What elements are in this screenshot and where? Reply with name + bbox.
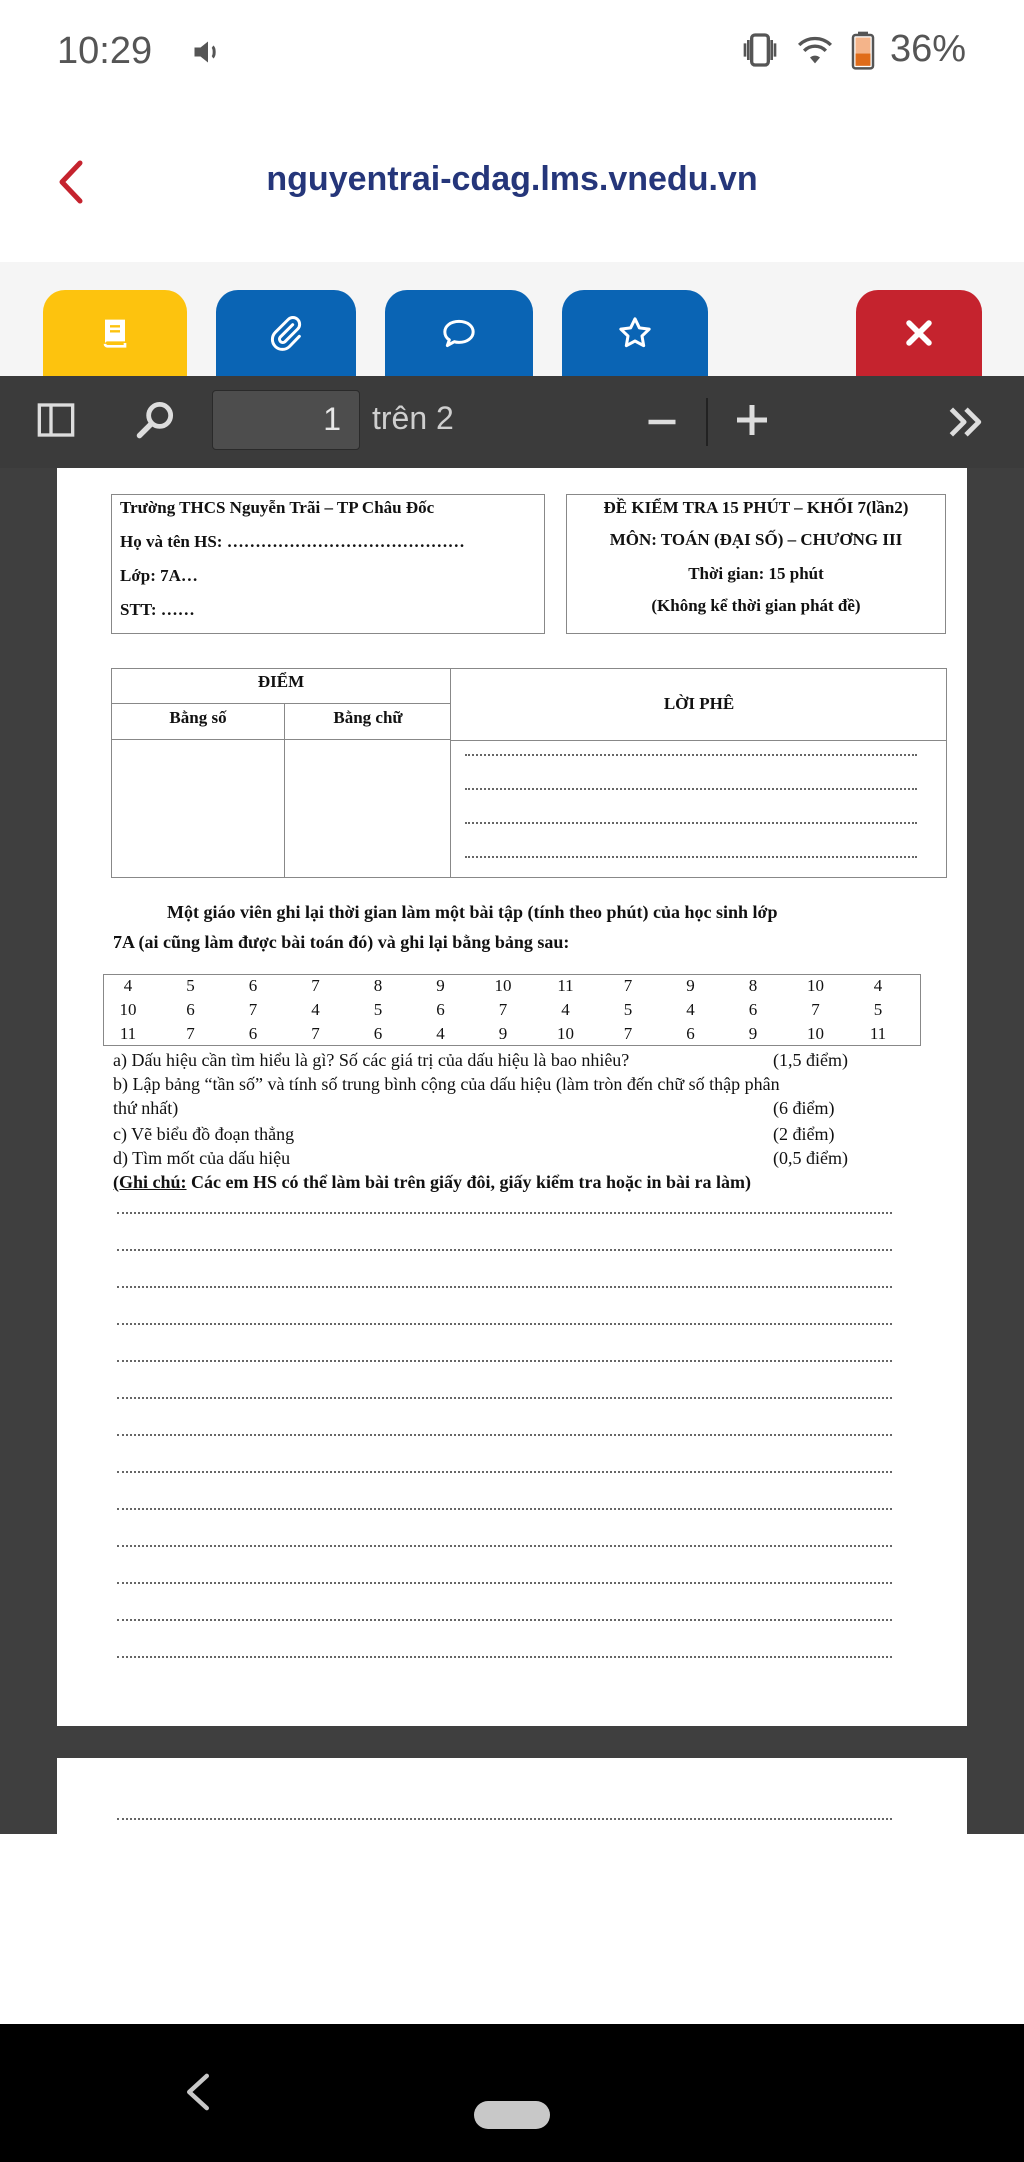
data-cell: 4: [686, 1000, 695, 1019]
close-tab[interactable]: [856, 290, 982, 376]
data-cell: 10: [119, 1000, 137, 1019]
pdf-page-1: [57, 468, 967, 1726]
note-label: (Ghi chú:: [113, 1172, 187, 1192]
data-cell: 6: [748, 1000, 758, 1019]
score-label: ĐIỂM: [257, 672, 305, 691]
data-cell: 10: [807, 1024, 824, 1043]
data-table: [103, 974, 921, 1046]
stt-line: STT: ……: [120, 600, 195, 619]
question-b-points: (6 điểm): [773, 1098, 835, 1118]
data-cell: 5: [873, 1000, 883, 1019]
data-cell: 6: [248, 1024, 258, 1043]
exam-time-note: (Không kể thời gian phát đề): [651, 596, 861, 615]
data-cell: 8: [373, 976, 383, 995]
data-cell: 4: [873, 976, 883, 995]
data-cell: 7: [498, 1000, 508, 1019]
data-cell: 7: [623, 976, 633, 995]
battery-icon: [850, 30, 876, 70]
pdf-toolbar: [0, 376, 1024, 470]
problem-intro-1: Một giáo viên ghi lại thời gian làm một bài tập (tính theo phút) của học sinh lớp: [167, 902, 778, 922]
data-cell: 11: [869, 1024, 887, 1043]
nav-home-pill[interactable]: [474, 2101, 550, 2129]
data-cell: 7: [811, 1000, 820, 1019]
system-nav-bar: [0, 2024, 1024, 2162]
school-name: Trường THCS Nguyễn Trãi – TP Châu Đốc: [120, 498, 435, 517]
data-cell: 9: [748, 1024, 758, 1043]
answer-line: [117, 1656, 892, 1658]
teacher-comment-label: LỜI PHÊ: [663, 694, 735, 713]
question-b-line2: thứ nhất): [113, 1098, 179, 1118]
answer-line: [117, 1360, 892, 1362]
page-count-label: trên 2: [372, 400, 454, 436]
data-cell: 10: [807, 976, 824, 995]
book-icon: [95, 313, 135, 353]
pdf-page-2: [57, 1758, 967, 1834]
search-icon[interactable]: [134, 398, 178, 442]
comment-line: [465, 754, 917, 756]
status-time: 10:29: [57, 30, 153, 72]
question-c: c) Vẽ biểu đồ đoạn thẳng: [113, 1124, 295, 1144]
comment-line: [465, 856, 917, 858]
toolbar-separator: [706, 398, 708, 446]
comment-divider: [451, 740, 947, 741]
status-bar: [0, 0, 1024, 104]
class-line: Lớp: 7A…: [120, 566, 198, 585]
zoom-out-icon[interactable]: [644, 400, 680, 444]
comment-tab[interactable]: [385, 290, 533, 376]
status-icons: [740, 28, 966, 71]
battery-percent: 36%: [889, 28, 966, 70]
data-cell: 5: [186, 976, 195, 995]
student-name-line: Họ và tên HS: ……………………………………: [120, 532, 465, 551]
exam-subject: MÔN: TOÁN (ĐẠI SỐ) – CHƯƠNG III: [609, 530, 903, 549]
question-d-points: (0,5 điểm): [773, 1148, 848, 1168]
score-words-cell: [285, 740, 451, 878]
notes-tab[interactable]: [43, 290, 187, 376]
paperclip-icon: [266, 313, 306, 353]
data-cell: 9: [498, 1024, 508, 1043]
data-cell: 6: [186, 1000, 195, 1019]
data-cell: 11: [557, 976, 574, 995]
answer-line: [117, 1286, 892, 1288]
data-cell: 4: [123, 976, 133, 995]
question-c-points: (2 điểm): [773, 1124, 835, 1144]
data-cell: 6: [436, 1000, 445, 1019]
exam-time: Thời gian: 15 phút: [688, 564, 824, 583]
data-cell: 9: [436, 976, 445, 995]
sidebar-toggle-icon[interactable]: [36, 400, 76, 440]
pdf-viewer[interactable]: [0, 468, 1024, 1834]
question-d: d) Tìm mốt của dấu hiệu: [113, 1148, 291, 1168]
note-text: Các em HS có thể làm bài trên giấy đôi, giấy kiểm tra hoặc in bài ra làm): [186, 1172, 751, 1192]
data-cell: 5: [373, 1000, 383, 1019]
volume-icon: [190, 34, 226, 70]
attachment-tab[interactable]: [216, 290, 356, 376]
answer-line: [117, 1212, 892, 1214]
data-cell: 7: [186, 1024, 195, 1043]
comment-line: [465, 822, 917, 824]
data-cell: 9: [686, 976, 695, 995]
wifi-icon: [794, 30, 836, 70]
score-words-label: Bằng chữ: [333, 708, 403, 727]
data-cell: 7: [623, 1024, 633, 1043]
app-header: [0, 104, 1024, 262]
answer-line: [117, 1249, 892, 1251]
answer-line: [117, 1508, 892, 1510]
data-cell: 10: [557, 1024, 574, 1043]
answer-line: [117, 1323, 892, 1325]
star-icon: [615, 313, 655, 353]
zoom-in-icon[interactable]: [732, 398, 772, 442]
answer-line: [117, 1818, 892, 1820]
data-cell: 4: [436, 1024, 445, 1043]
vibrate-icon: [740, 30, 780, 70]
answer-line: [117, 1471, 892, 1473]
page-title: nguyentrai-cdag.lms.vnedu.vn: [266, 160, 758, 198]
comment-icon: [438, 313, 480, 353]
answer-line: [117, 1582, 892, 1584]
data-cell: 6: [686, 1024, 695, 1043]
page-number-input[interactable]: 1: [212, 390, 360, 450]
data-cell: 8: [748, 976, 758, 995]
answer-line: [117, 1397, 892, 1399]
answer-line: [117, 1619, 892, 1621]
answer-line: [117, 1545, 892, 1547]
question-b-line1: b) Lập bảng “tần số” và tính số trung bình cộng của dấu hiệu (làm tròn đến chữ số thập phân: [113, 1074, 780, 1094]
note-line: [113, 1172, 751, 1193]
data-cell: 6: [373, 1024, 383, 1043]
data-cell: 4: [311, 1000, 320, 1019]
data-cell: 7: [311, 976, 320, 995]
exam-title: ĐỀ KIỂM TRA 15 PHÚT – KHỐI 7(lần2): [603, 498, 909, 517]
question-a-points: (1,5 điểm): [773, 1050, 848, 1070]
score-number-label: Bằng số: [169, 708, 227, 727]
answer-line: [117, 1434, 892, 1436]
action-toolbar: [0, 262, 1024, 376]
data-cell: 5: [623, 1000, 633, 1019]
data-cell: 6: [248, 976, 258, 995]
problem-intro-2: 7A (ai cũng làm được bài toán đó) và ghi lại bằng bảng sau:: [113, 932, 570, 952]
more-tools-icon[interactable]: [944, 400, 988, 444]
data-cell: 7: [248, 1000, 258, 1019]
close-icon: [902, 316, 936, 350]
nav-back-icon[interactable]: [180, 2070, 216, 2114]
data-cell: 11: [119, 1024, 137, 1043]
data-cell: 7: [311, 1024, 320, 1043]
data-cell: 10: [494, 976, 512, 995]
data-cell: 4: [561, 1000, 570, 1019]
favorite-tab[interactable]: [562, 290, 708, 376]
comment-line: [465, 788, 917, 790]
question-a: a) Dấu hiệu cần tìm hiểu là gì? Số các giá trị của dấu hiệu là bao nhiêu?: [113, 1050, 630, 1070]
